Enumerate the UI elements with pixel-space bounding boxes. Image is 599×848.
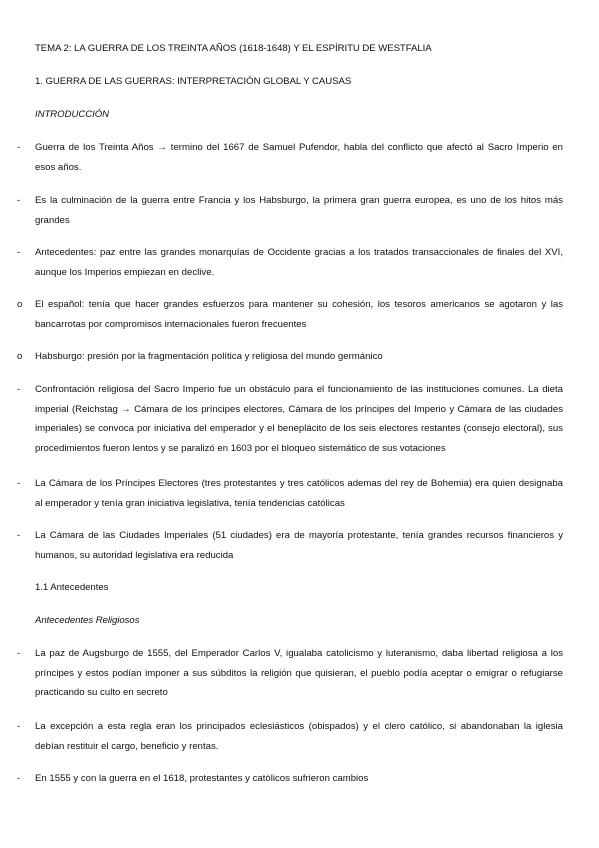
- bullet-marker: -: [17, 195, 21, 206]
- bullet-marker: -: [17, 773, 21, 784]
- bullet-marker: -: [17, 142, 21, 153]
- section-heading: 1. GUERRA DE LAS GUERRAS: INTERPRETACIÓN GLOBAL Y CAUSAS: [35, 76, 352, 87]
- subsection-italic-heading: Antecedentes Religiosos: [35, 615, 140, 626]
- list-item-text: En 1555 y con la guerra en el 1618, protestantes y católicos sufrieron cambios: [35, 773, 369, 784]
- list-item-text: La paz de Augsburgo de 1555, del Emperador Carlos V, igualaba catolicismo y luteranismo, daba libertad religiosa a los príncipes y estos podían imponer a sus súbditos la religión que quisieran, el pueblo podía aceptar o emigrar o refugiarse practicando su culto en secreto: [35, 648, 563, 699]
- list-item-text: El español: tenía que hacer grandes esfuerzos para mantener su cohesión, los tesoros americanos se agotaron y las bancarrotas por compromisos internacionales fueron frecuentes: [35, 299, 563, 330]
- bullet-marker: o: [17, 299, 23, 310]
- list-item-text: Es la culminación de la guerra entre Francia y los Habsburgo, la primera gran guerra europea, es uno de los hitos más grandes: [35, 195, 563, 226]
- bullet-marker: -: [17, 478, 21, 489]
- bullet-marker: -: [17, 530, 21, 541]
- document-title: TEMA 2: LA GUERRA DE LOS TREINTA AÑOS (1618-1648) Y EL ESPÍRITU DE WESTFALIA: [35, 43, 432, 54]
- list-item-text: Habsburgo: presión por la fragmentación política y religiosa del mundo germánico: [35, 351, 383, 362]
- bullet-marker: -: [17, 721, 21, 732]
- list-item-text: La Cámara de los Príncipes Electores (tres protestantes y tres católicos ademas del rey de Bohemia) era quien designaba al emperador y tenía gran iniciativa legislativa, tenía tendencias católicas: [35, 478, 563, 509]
- bullet-marker: -: [17, 247, 21, 258]
- bullet-marker: -: [17, 648, 21, 659]
- list-item-text: Antecedentes: paz entre las grandes monarquías de Occidente gracias a los tratados transaccionales de finales del XVI, aunque los Imperios empiezan en declive.: [35, 247, 563, 278]
- list-item-text: La Cámara de las Ciudades Imperiales (51 ciudades) era de mayoría protestante, tenía grandes recursos financieros y humanos, su autoridad legislativa era reducida: [35, 530, 563, 561]
- list-item-text: La excepción a esta regla eran los principados eclesiásticos (obispados) y el clero católico, si abandonaban la iglesia debían restituir el cargo, beneficio y rentas.: [35, 721, 563, 752]
- list-item-text: Confrontación religiosa del Sacro Imperio fue un obstáculo para el funcionamiento de las instituciones comunes. La dieta imperial (Reichstag → Cámara de los príncipes electores, Cámara de los príncipes del Imperio y Cámara de las ciudades imperiales) se convoca por iniciativa del emperador y el beneplácito de los seis electores restantes (consejo electoral), sus procedimientos fueron lentos y se paralizó en 1603 por el bloqueo sistemático de sus votaciones: [35, 384, 563, 454]
- intro-heading: INTRODUCCIÓN: [35, 109, 110, 120]
- subsection-heading: 1.1 Antecedentes: [35, 582, 109, 593]
- bullet-marker: -: [17, 384, 21, 395]
- list-item-text: Guerra de los Treinta Años → termino del 1667 de Samuel Pufendor, habla del conflicto que afectó al Sacro Imperio en esos años.: [35, 142, 563, 173]
- bullet-marker: o: [17, 351, 23, 362]
